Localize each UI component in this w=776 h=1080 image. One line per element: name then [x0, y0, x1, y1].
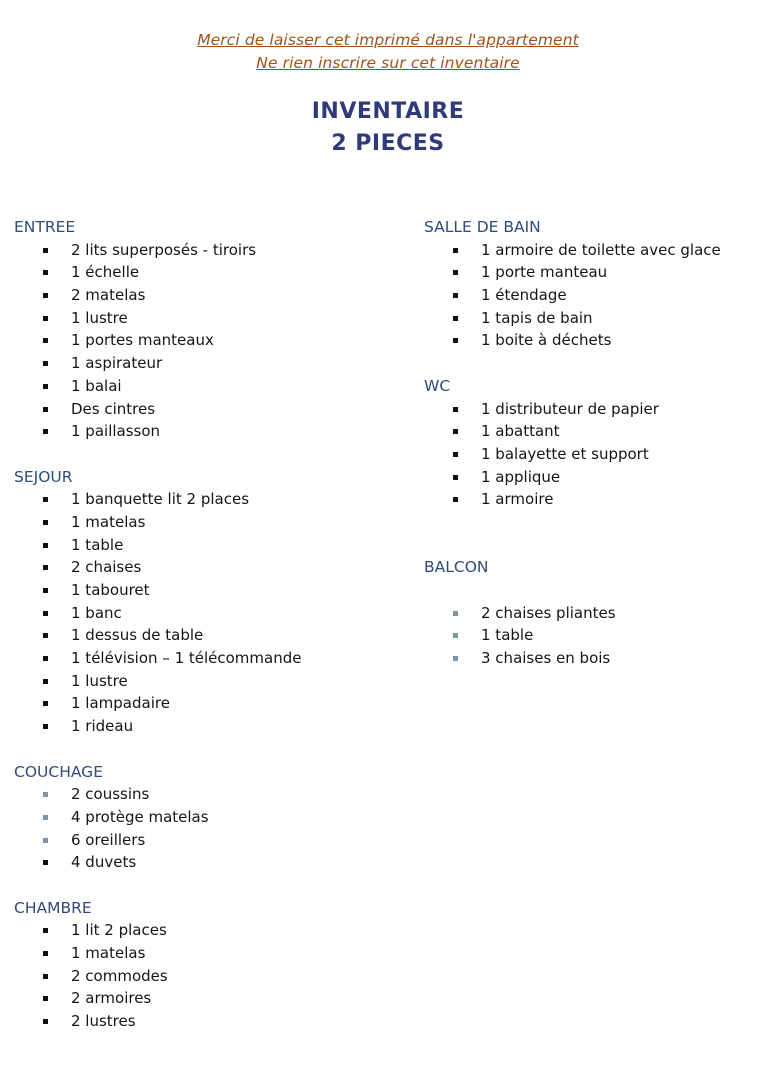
item-label: 1 lit 2 places	[71, 921, 167, 940]
list-item	[14, 942, 384, 965]
list-item	[424, 466, 774, 489]
spacer	[14, 874, 384, 897]
list-item	[14, 919, 384, 942]
list-item	[14, 579, 384, 602]
section-balcon	[424, 556, 774, 669]
bullet-icon	[453, 452, 458, 457]
spacer	[14, 443, 384, 466]
items-list-balcon	[424, 602, 774, 670]
bullet-icon	[43, 838, 48, 843]
bullet-icon	[453, 338, 458, 343]
item-label: 1 armoire	[481, 490, 554, 509]
section-title-balcon: BALCON	[424, 558, 489, 577]
section-title-sejour: SEJOUR	[14, 467, 73, 486]
items-list-wc	[424, 398, 774, 511]
bullet-icon	[43, 701, 48, 706]
item-label: 1 étendage	[481, 286, 567, 305]
bullet-icon	[43, 316, 48, 321]
bullet-icon	[43, 792, 48, 797]
list-item	[424, 329, 774, 352]
list-item	[14, 1010, 384, 1033]
list-item	[14, 375, 384, 398]
list-item	[14, 647, 384, 670]
item-label: 1 distributeur de papier	[481, 399, 659, 418]
section-chambre	[14, 897, 384, 1033]
item-label: 1 tapis de bain	[481, 308, 593, 327]
bullet-icon	[43, 384, 48, 389]
bullet-icon	[43, 928, 48, 933]
item-label: 1 applique	[481, 467, 561, 486]
list-item	[424, 488, 774, 511]
item-label: 6 oreillers	[71, 830, 146, 849]
item-label: 1 banquette lit 2 places	[71, 490, 250, 509]
items-list-couchage	[14, 783, 384, 874]
list-item	[14, 806, 384, 829]
spacer	[14, 738, 384, 761]
item-label: 1 matelas	[71, 944, 146, 962]
section-couchage	[14, 761, 384, 874]
section-sejour	[14, 466, 384, 738]
bullet-icon	[453, 270, 458, 275]
item-label: 1 télévision – 1 télécommande	[71, 649, 302, 668]
spacer	[424, 511, 774, 556]
bullet-icon	[43, 815, 48, 820]
bullet-icon	[43, 633, 48, 638]
item-label: 4 duvets	[71, 853, 137, 872]
item-label: 1 porte manteau	[481, 263, 608, 282]
bullet-icon	[43, 565, 48, 570]
item-label: Des cintres	[71, 399, 156, 418]
list-item	[424, 624, 774, 647]
list-item	[14, 829, 384, 852]
bullet-icon	[43, 611, 48, 616]
list-item	[14, 398, 384, 421]
item-label: 1 armoire de toilette avec glace	[481, 240, 721, 259]
list-item	[14, 556, 384, 579]
list-item	[14, 534, 384, 557]
list-item	[14, 715, 384, 738]
item-label: 1 tabouret	[71, 581, 150, 599]
document-subtitle: 2 PIECES	[331, 131, 445, 156]
item-label: 2 commodes	[71, 966, 168, 985]
list-item	[14, 670, 384, 693]
item-label: 2 lits superposés - tiroirs	[71, 240, 257, 259]
bullet-icon	[43, 520, 48, 525]
bullet-icon	[43, 656, 48, 661]
item-label: 1 aspirateur	[71, 354, 163, 373]
section-salle-de-bain	[424, 216, 774, 352]
bullet-icon	[43, 497, 48, 502]
bullet-icon	[43, 270, 48, 275]
bullet-icon	[43, 974, 48, 979]
list-item	[14, 511, 384, 534]
item-label: 1 lustre	[71, 671, 128, 690]
items-list-entree	[14, 239, 384, 443]
item-label: 2 lustres	[71, 1012, 136, 1031]
list-item	[14, 965, 384, 988]
section-wc	[424, 375, 774, 511]
left-column	[14, 216, 384, 1033]
item-label: 1 échelle	[71, 263, 140, 282]
section-title-couchage: COUCHAGE	[14, 762, 103, 781]
item-label: 1 matelas	[71, 512, 146, 531]
list-item	[14, 692, 384, 715]
bullet-icon	[43, 407, 48, 412]
items-list-chambre	[14, 919, 384, 1032]
notice-leave-document: Merci de laisser cet imprimé dans l'appartement	[197, 31, 579, 49]
list-item	[14, 329, 384, 352]
bullet-icon	[453, 656, 458, 661]
item-label: 4 protège matelas	[71, 807, 209, 826]
items-list-sejour	[14, 488, 384, 738]
list-item	[424, 602, 774, 625]
list-item	[14, 420, 384, 443]
spacer	[424, 352, 774, 375]
bullet-icon	[43, 543, 48, 548]
bullet-icon	[43, 588, 48, 593]
item-label: 1 table	[481, 626, 534, 645]
bullet-icon	[43, 724, 48, 729]
bullet-icon	[43, 429, 48, 434]
bullet-icon	[43, 951, 48, 956]
item-label: 1 table	[71, 535, 124, 554]
item-label: 2 chaises	[71, 558, 142, 577]
item-label: 2 coussins	[71, 785, 150, 804]
document-title: INVENTAIRE	[311, 99, 465, 124]
bullet-icon	[43, 361, 48, 366]
items-list-salle-de-bain	[424, 239, 774, 352]
spacer	[424, 579, 774, 602]
item-label: 1 dessus de table	[71, 626, 204, 645]
bullet-icon	[43, 679, 48, 684]
item-label: 2 matelas	[71, 286, 146, 305]
list-item	[14, 987, 384, 1010]
bullet-icon	[43, 248, 48, 253]
bullet-icon	[43, 338, 48, 343]
list-item	[424, 443, 774, 466]
list-item	[424, 239, 774, 262]
bullet-icon	[43, 293, 48, 298]
item-label: 1 balayette et support	[481, 444, 649, 463]
list-item	[14, 624, 384, 647]
bullet-icon	[453, 633, 458, 638]
list-item	[424, 398, 774, 421]
section-title-salle-de-bain: SALLE DE BAIN	[424, 218, 541, 236]
bullet-icon	[453, 293, 458, 298]
list-item	[14, 239, 384, 262]
section-title-entree: ENTREE	[14, 218, 76, 236]
list-item	[14, 307, 384, 330]
item-label: 1 lampadaire	[71, 694, 170, 713]
list-item	[424, 420, 774, 443]
section-title-wc: WC	[424, 376, 451, 395]
list-item	[424, 307, 774, 330]
right-column	[424, 216, 774, 670]
bullet-icon	[453, 497, 458, 502]
item-label: 1 paillasson	[71, 422, 161, 441]
list-item	[14, 261, 384, 284]
list-item	[14, 851, 384, 874]
list-item	[424, 284, 774, 307]
item-label: 2 chaises pliantes	[481, 603, 616, 622]
bullet-icon	[453, 475, 458, 480]
bullet-icon	[453, 248, 458, 253]
list-item	[14, 284, 384, 307]
item-label: 1 abattant	[481, 422, 560, 441]
list-item	[14, 783, 384, 806]
item-label: 3 chaises en bois	[481, 649, 611, 668]
list-item	[14, 488, 384, 511]
bullet-icon	[453, 407, 458, 412]
item-label: 1 balai	[71, 376, 122, 395]
item-label: 1 rideau	[71, 717, 134, 736]
item-label: 1 banc	[71, 603, 122, 622]
bullet-icon	[43, 860, 48, 865]
section-title-chambre: CHAMBRE	[14, 898, 92, 917]
bullet-icon	[43, 1019, 48, 1024]
bullet-icon	[453, 611, 458, 616]
notice-do-not-write: Ne rien inscrire sur cet inventaire	[256, 54, 520, 72]
list-item	[424, 647, 774, 670]
list-item	[424, 261, 774, 284]
section-entree	[14, 216, 384, 443]
item-label: 1 lustre	[71, 308, 128, 327]
bullet-icon	[453, 429, 458, 434]
list-item	[14, 602, 384, 625]
item-label: 2 armoires	[71, 989, 152, 1008]
bullet-icon	[43, 996, 48, 1001]
bullet-icon	[453, 316, 458, 321]
item-label: 1 portes manteaux	[71, 331, 214, 350]
list-item	[14, 352, 384, 375]
item-label: 1 boite à déchets	[481, 331, 612, 350]
